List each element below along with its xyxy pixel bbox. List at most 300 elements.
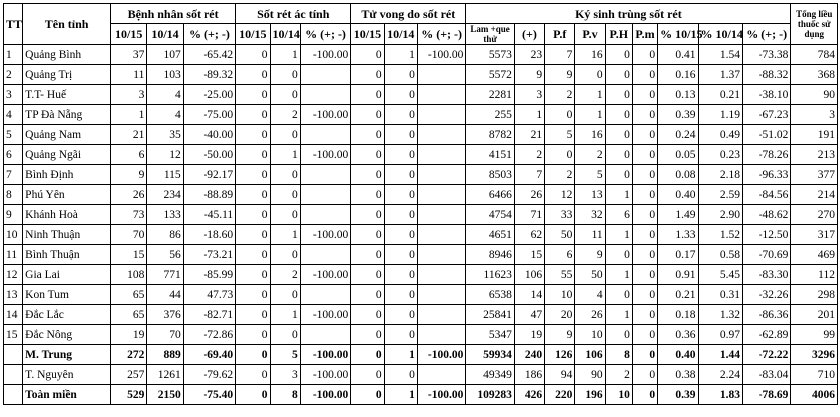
positive-rate-2015-cell: 0.39 [658, 105, 698, 125]
deaths-pct-cell [417, 225, 465, 245]
positive-count-cell: 15 [514, 245, 544, 265]
patients-pct-cell: -82.71 [183, 305, 236, 325]
drug-doses-cell: 270 [791, 205, 838, 225]
patients-2014-cell: 771 [147, 265, 183, 285]
row-number-cell: 10 [4, 225, 23, 245]
patients-2014-cell: 889 [147, 345, 183, 365]
patients-2014-cell: 70 [147, 325, 183, 345]
drug-doses-cell: 469 [791, 245, 838, 265]
patients-pct-cell: -50.00 [183, 145, 236, 165]
province-name-cell: Bình Định [23, 165, 111, 185]
ph-count-cell: 0 [605, 45, 632, 65]
header-severe: Sốt rét ác tính [236, 4, 351, 24]
ph-count-cell: 0 [605, 325, 632, 345]
drug-doses-cell: 377 [791, 165, 838, 185]
severe-2015-cell: 0 [236, 285, 270, 305]
province-name-cell: TP Đà Nẵng [23, 105, 111, 125]
pv-count-cell: 50 [575, 265, 605, 285]
positive-rate-2015-cell: 0.39 [658, 385, 698, 405]
positive-count-cell: 62 [514, 225, 544, 245]
row-number-cell: 7 [4, 165, 23, 185]
pm-count-cell: 0 [632, 65, 657, 85]
ph-count-cell: 1 [605, 305, 632, 325]
drug-doses-cell: 99 [791, 325, 838, 345]
deaths-pct-cell [417, 305, 465, 325]
patients-2015-cell: 3 [111, 85, 147, 105]
slides-tested-cell: 8503 [466, 165, 514, 185]
ph-count-cell: 2 [605, 365, 632, 385]
patients-2014-cell: 234 [147, 185, 183, 205]
deaths-2014-cell: 0 [384, 125, 417, 145]
severe-2014-cell: 1 [270, 45, 300, 65]
slides-tested-cell: 4151 [466, 145, 514, 165]
drug-doses-cell: 4006 [791, 385, 838, 405]
row-number-cell: 13 [4, 285, 23, 305]
patients-pct-cell: -18.60 [183, 225, 236, 245]
header-patients: Bệnh nhân sốt rét [111, 4, 236, 24]
positive-rate-2014-cell: 2.90 [698, 205, 742, 225]
pf-count-cell: 0 [545, 145, 575, 165]
patients-2014-cell: 86 [147, 225, 183, 245]
positive-rate-2014-cell: 0.58 [698, 245, 742, 265]
severe-2014-cell: 8 [270, 385, 300, 405]
ph-count-cell: 8 [605, 345, 632, 365]
drug-doses-cell: 213 [791, 145, 838, 165]
drug-doses-cell: 191 [791, 125, 838, 145]
slides-tested-cell: 8946 [466, 245, 514, 265]
row-number-cell [4, 365, 23, 385]
header-sr-2014: 10/14 [270, 24, 300, 45]
deaths-2014-cell: 0 [384, 185, 417, 205]
parasite-pct-cell: -83.30 [742, 265, 790, 285]
deaths-2015-cell: 0 [351, 345, 384, 365]
parasite-pct-cell: -38.10 [742, 85, 790, 105]
severe-2014-cell: 0 [270, 245, 300, 265]
positive-rate-2014-cell: 0.97 [698, 325, 742, 345]
header-bn-pct: % (+; -) [183, 24, 236, 45]
severe-2014-cell: 1 [270, 145, 300, 165]
patients-pct-cell: -72.86 [183, 325, 236, 345]
parasite-pct-cell: -78.69 [742, 385, 790, 405]
pm-count-cell: 0 [632, 225, 657, 245]
deaths-2015-cell: 0 [351, 225, 384, 245]
deaths-pct-cell [417, 265, 465, 285]
ph-count-cell: 0 [605, 125, 632, 145]
province-name-cell: Toàn miền [23, 385, 111, 405]
deaths-pct-cell: -100.00 [417, 385, 465, 405]
header-pos: (+) [514, 24, 544, 45]
pv-count-cell: 1 [575, 85, 605, 105]
ph-count-cell: 0 [605, 245, 632, 265]
patients-pct-cell: -25.00 [183, 85, 236, 105]
positive-count-cell: 240 [514, 345, 544, 365]
pv-count-cell: 0 [575, 65, 605, 85]
pv-count-cell: 16 [575, 45, 605, 65]
severe-2014-cell: 0 [270, 85, 300, 105]
positive-rate-2015-cell: 0.41 [658, 45, 698, 65]
pm-count-cell: 0 [632, 165, 657, 185]
positive-rate-2015-cell: 0.24 [658, 125, 698, 145]
drug-doses-cell: 90 [791, 85, 838, 105]
pf-count-cell: 220 [545, 385, 575, 405]
positive-rate-2015-cell: 0.13 [658, 85, 698, 105]
deaths-2014-cell: 0 [384, 305, 417, 325]
severe-pct-cell: -100.00 [300, 225, 351, 245]
deaths-pct-cell [417, 185, 465, 205]
patients-2015-cell: 21 [111, 125, 147, 145]
pm-count-cell: 0 [632, 305, 657, 325]
severe-2014-cell: 1 [270, 225, 300, 245]
province-name-cell: M. Trung [23, 345, 111, 365]
deaths-pct-cell [417, 165, 465, 185]
parasite-pct-cell: -86.36 [742, 305, 790, 325]
pm-count-cell: 0 [632, 105, 657, 125]
severe-pct-cell [300, 125, 351, 145]
ph-count-cell: 1 [605, 265, 632, 285]
ph-count-cell: 0 [605, 85, 632, 105]
slides-tested-cell: 11623 [466, 265, 514, 285]
pf-count-cell: 126 [545, 345, 575, 365]
patients-2014-cell: 4 [147, 105, 183, 125]
severe-pct-cell [300, 185, 351, 205]
positive-count-cell: 3 [514, 85, 544, 105]
ph-count-cell: 0 [605, 285, 632, 305]
header-tt: TT [4, 4, 23, 45]
patients-pct-cell: -45.11 [183, 205, 236, 225]
ph-count-cell: 1 [605, 225, 632, 245]
severe-2014-cell: 2 [270, 105, 300, 125]
pv-count-cell: 13 [575, 185, 605, 205]
pf-count-cell: 20 [545, 305, 575, 325]
patients-2015-cell: 37 [111, 45, 147, 65]
header-pv: P.v [575, 24, 605, 45]
pm-count-cell: 0 [632, 85, 657, 105]
deaths-2015-cell: 0 [351, 305, 384, 325]
deaths-2015-cell: 0 [351, 365, 384, 385]
positive-count-cell: 71 [514, 205, 544, 225]
patients-2014-cell: 376 [147, 305, 183, 325]
slides-tested-cell: 59934 [466, 345, 514, 365]
patients-pct-cell: 47.73 [183, 285, 236, 305]
pf-count-cell: 6 [545, 245, 575, 265]
patients-pct-cell: -69.40 [183, 345, 236, 365]
positive-count-cell: 1 [514, 105, 544, 125]
positive-rate-2015-cell: 0.05 [658, 145, 698, 165]
severe-2014-cell: 0 [270, 65, 300, 85]
table-row [4, 305, 838, 325]
header-sr-pct: % (+; -) [300, 24, 351, 45]
patients-pct-cell: -65.42 [183, 45, 236, 65]
positive-rate-2015-cell: 0.18 [658, 305, 698, 325]
severe-2015-cell: 0 [236, 385, 270, 405]
pm-count-cell: 0 [632, 185, 657, 205]
positive-rate-2015-cell: 1.33 [658, 225, 698, 245]
positive-rate-2014-cell: 2.24 [698, 365, 742, 385]
ph-count-cell: 10 [605, 385, 632, 405]
deaths-2015-cell: 0 [351, 245, 384, 265]
severe-pct-cell [300, 245, 351, 265]
patients-pct-cell: -75.40 [183, 385, 236, 405]
pf-count-cell: 0 [545, 105, 575, 125]
drug-doses-cell: 710 [791, 365, 838, 385]
pf-count-cell: 9 [545, 65, 575, 85]
parasite-pct-cell: -72.22 [742, 345, 790, 365]
header-lam: Lam +que thử [466, 24, 514, 45]
patients-2015-cell: 65 [111, 285, 147, 305]
malaria-report-table [3, 3, 838, 405]
deaths-2015-cell: 0 [351, 385, 384, 405]
slides-tested-cell: 6466 [466, 185, 514, 205]
deaths-pct-cell [417, 145, 465, 165]
slides-tested-cell: 4651 [466, 225, 514, 245]
deaths-pct-cell: -100.00 [417, 345, 465, 365]
row-number-cell: 14 [4, 305, 23, 325]
drug-doses-cell: 317 [791, 225, 838, 245]
parasite-pct-cell: -96.33 [742, 165, 790, 185]
summary-row [4, 345, 838, 365]
deaths-2014-cell: 1 [384, 385, 417, 405]
deaths-2015-cell: 0 [351, 185, 384, 205]
positive-rate-2014-cell: 0.21 [698, 85, 742, 105]
severe-2014-cell: 2 [270, 265, 300, 285]
deaths-2014-cell: 0 [384, 165, 417, 185]
pm-count-cell: 0 [632, 385, 657, 405]
severe-pct-cell: -100.00 [300, 145, 351, 165]
patients-2015-cell: 15 [111, 245, 147, 265]
header-sr-2015: 10/15 [236, 24, 270, 45]
severe-pct-cell [300, 325, 351, 345]
province-name-cell: Quảng Bình [23, 45, 111, 65]
patients-2014-cell: 44 [147, 285, 183, 305]
severe-pct-cell: -100.00 [300, 265, 351, 285]
parasite-pct-cell: -70.69 [742, 245, 790, 265]
province-name-cell: Gia Lai [23, 265, 111, 285]
province-name-cell: Quảng Ngãi [23, 145, 111, 165]
patients-2014-cell: 107 [147, 45, 183, 65]
row-number-cell: 1 [4, 45, 23, 65]
positive-rate-2014-cell: 1.19 [698, 105, 742, 125]
severe-2014-cell: 1 [270, 305, 300, 325]
severe-2015-cell: 0 [236, 45, 270, 65]
patients-2015-cell: 9 [111, 165, 147, 185]
positive-rate-2014-cell: 1.83 [698, 385, 742, 405]
ph-count-cell: 6 [605, 205, 632, 225]
deaths-2014-cell: 0 [384, 65, 417, 85]
positive-rate-2014-cell: 1.32 [698, 305, 742, 325]
deaths-pct-cell [417, 105, 465, 125]
slides-tested-cell: 5573 [466, 45, 514, 65]
positive-rate-2015-cell: 0.36 [658, 325, 698, 345]
positive-count-cell: 19 [514, 325, 544, 345]
pv-count-cell: 32 [575, 205, 605, 225]
slides-tested-cell: 255 [466, 105, 514, 125]
pm-count-cell: 0 [632, 245, 657, 265]
pf-count-cell: 33 [545, 205, 575, 225]
pm-count-cell: 0 [632, 285, 657, 305]
deaths-2014-cell: 0 [384, 365, 417, 385]
province-name-cell: Phú Yên [23, 185, 111, 205]
deaths-2015-cell: 0 [351, 145, 384, 165]
pv-count-cell: 196 [575, 385, 605, 405]
severe-2015-cell: 0 [236, 65, 270, 85]
patients-2014-cell: 115 [147, 165, 183, 185]
deaths-2014-cell: 0 [384, 265, 417, 285]
row-number-cell: 8 [4, 185, 23, 205]
deaths-2015-cell: 0 [351, 165, 384, 185]
table-row [4, 265, 838, 285]
severe-2015-cell: 0 [236, 105, 270, 125]
patients-2015-cell: 26 [111, 185, 147, 205]
pv-count-cell: 90 [575, 365, 605, 385]
slides-tested-cell: 6538 [466, 285, 514, 305]
deaths-2015-cell: 0 [351, 45, 384, 65]
parasite-pct-cell: -73.38 [742, 45, 790, 65]
severe-pct-cell: -100.00 [300, 305, 351, 325]
slides-tested-cell: 4754 [466, 205, 514, 225]
deaths-2014-cell: 1 [384, 45, 417, 65]
positive-count-cell: 23 [514, 45, 544, 65]
patients-2015-cell: 70 [111, 225, 147, 245]
patients-pct-cell: -85.99 [183, 265, 236, 285]
drug-doses-cell: 298 [791, 285, 838, 305]
positive-rate-2015-cell: 0.40 [658, 185, 698, 205]
slides-tested-cell: 2281 [466, 85, 514, 105]
deaths-pct-cell [417, 285, 465, 305]
parasite-pct-cell: -78.26 [742, 145, 790, 165]
ph-count-cell: 1 [605, 185, 632, 205]
deaths-2014-cell: 1 [384, 345, 417, 365]
severe-pct-cell: -100.00 [300, 45, 351, 65]
positive-rate-2014-cell: 0.49 [698, 125, 742, 145]
header-bn-2014: 10/14 [147, 24, 183, 45]
province-name-cell: Ninh Thuận [23, 225, 111, 245]
drug-doses-cell: 214 [791, 185, 838, 205]
patients-2015-cell: 73 [111, 205, 147, 225]
pf-count-cell: 50 [545, 225, 575, 245]
severe-2015-cell: 0 [236, 125, 270, 145]
deaths-2014-cell: 0 [384, 245, 417, 265]
positive-rate-2014-cell: 2.18 [698, 165, 742, 185]
deaths-2014-cell: 0 [384, 205, 417, 225]
deaths-2015-cell: 0 [351, 125, 384, 145]
severe-2014-cell: 5 [270, 345, 300, 365]
row-number-cell: 2 [4, 65, 23, 85]
row-number-cell: 3 [4, 85, 23, 105]
header-pf: P.f [545, 24, 575, 45]
pf-count-cell: 9 [545, 325, 575, 345]
severe-pct-cell [300, 205, 351, 225]
severe-2015-cell: 0 [236, 245, 270, 265]
positive-count-cell: 26 [514, 185, 544, 205]
pm-count-cell: 0 [632, 365, 657, 385]
table-row [4, 45, 838, 65]
header-drugs: Tổng liều thuốc sử dụng [791, 4, 838, 45]
slides-tested-cell: 109283 [466, 385, 514, 405]
pm-count-cell: 0 [632, 325, 657, 345]
positive-rate-2014-cell: 1.37 [698, 65, 742, 85]
patients-pct-cell: -40.00 [183, 125, 236, 145]
positive-rate-2015-cell: 0.16 [658, 65, 698, 85]
province-name-cell: Đắc Nông [23, 325, 111, 345]
row-number-cell: 6 [4, 145, 23, 165]
drug-doses-cell: 201 [791, 305, 838, 325]
pv-count-cell: 4 [575, 285, 605, 305]
positive-rate-2014-cell: 1.52 [698, 225, 742, 245]
severe-2014-cell: 0 [270, 205, 300, 225]
province-name-cell: Kon Tum [23, 285, 111, 305]
deaths-2014-cell: 0 [384, 225, 417, 245]
header-deaths: Tử vong do sốt rét [351, 4, 466, 24]
positive-count-cell: 7 [514, 165, 544, 185]
positive-rate-2014-cell: 5.45 [698, 265, 742, 285]
slides-tested-cell: 5347 [466, 325, 514, 345]
deaths-2015-cell: 0 [351, 65, 384, 85]
header-k-pct: % (+; -) [742, 24, 790, 45]
patients-2014-cell: 35 [147, 125, 183, 145]
header-parasites: Ký sinh trùng sốt rét [466, 4, 791, 24]
severe-pct-cell [300, 285, 351, 305]
ph-count-cell: 0 [605, 145, 632, 165]
positive-rate-2015-cell: 0.21 [658, 285, 698, 305]
table-row [4, 65, 838, 85]
positive-count-cell: 47 [514, 305, 544, 325]
header-province: Tên tỉnh [23, 4, 111, 45]
table-row [4, 165, 838, 185]
pm-count-cell: 0 [632, 345, 657, 365]
row-number-cell: 5 [4, 125, 23, 145]
deaths-2015-cell: 0 [351, 285, 384, 305]
table-row [4, 325, 838, 345]
patients-pct-cell: -73.21 [183, 245, 236, 265]
positive-count-cell: 186 [514, 365, 544, 385]
parasite-pct-cell: -88.32 [742, 65, 790, 85]
severe-pct-cell: -100.00 [300, 345, 351, 365]
pf-count-cell: 5 [545, 125, 575, 145]
deaths-pct-cell [417, 205, 465, 225]
pv-count-cell: 1 [575, 105, 605, 125]
patients-pct-cell: -88.89 [183, 185, 236, 205]
patients-pct-cell: -89.32 [183, 65, 236, 85]
severe-2015-cell: 0 [236, 205, 270, 225]
severe-2014-cell: 0 [270, 325, 300, 345]
table-row [4, 225, 838, 245]
patients-2015-cell: 272 [111, 345, 147, 365]
pm-count-cell: 0 [632, 205, 657, 225]
deaths-pct-cell [417, 325, 465, 345]
deaths-pct-cell: -100.00 [417, 45, 465, 65]
pf-count-cell: 7 [545, 45, 575, 65]
deaths-2014-cell: 0 [384, 85, 417, 105]
pm-count-cell: 0 [632, 125, 657, 145]
pv-count-cell: 16 [575, 125, 605, 145]
pv-count-cell: 11 [575, 225, 605, 245]
province-name-cell: Quảng Nam [23, 125, 111, 145]
row-number-cell: 9 [4, 205, 23, 225]
province-name-cell: Bình Thuận [23, 245, 111, 265]
drug-doses-cell: 784 [791, 45, 838, 65]
pv-count-cell: 9 [575, 245, 605, 265]
positive-rate-2015-cell: 0.91 [658, 265, 698, 285]
slides-tested-cell: 8782 [466, 125, 514, 145]
patients-2015-cell: 257 [111, 365, 147, 385]
row-number-cell [4, 385, 23, 405]
severe-pct-cell [300, 165, 351, 185]
patients-2014-cell: 133 [147, 205, 183, 225]
positive-rate-2015-cell: 0.08 [658, 165, 698, 185]
positive-rate-2015-cell: 0.17 [658, 245, 698, 265]
deaths-2015-cell: 0 [351, 105, 384, 125]
drug-doses-cell: 368 [791, 65, 838, 85]
